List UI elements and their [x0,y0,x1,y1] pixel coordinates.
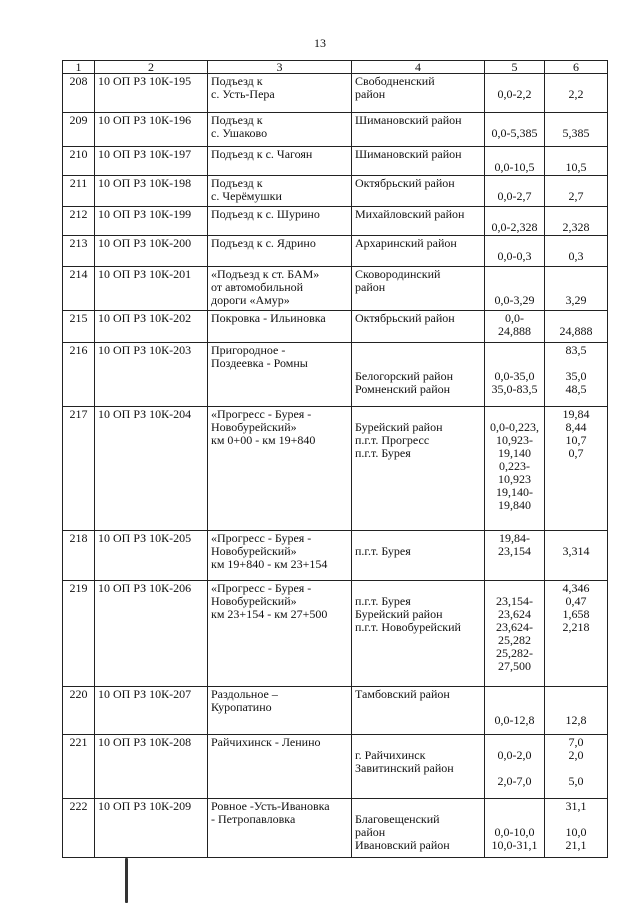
road-name [208,735,352,799]
road-name-line: Покровка - Ильиновка [211,311,326,325]
row-number: 221 [63,735,95,799]
district-line: Ивановский район [355,838,450,852]
col-header: 3 [208,61,352,74]
km-range-line: 19,140- [496,485,533,499]
km-range-line: 2,0-7,0 [497,774,532,788]
km-range [485,147,545,176]
road-name-line: - Петропавловка [211,812,296,826]
district-line: Сковородинский [355,267,441,281]
km-range-line: 0,0-10,0 [494,825,535,839]
table-header-row [63,61,608,74]
km-range-line: 0,0- [505,311,524,325]
length-line: 2,7 [568,189,584,203]
road-name-line: дороги «Амур» [211,293,290,307]
district-line: район [355,87,386,101]
district-line: Бурейский район [355,607,443,621]
length-line: 19,84 [562,407,590,421]
length-km [545,176,608,207]
table-row [63,113,608,147]
table-row [63,343,608,407]
length-line: 24,888 [559,324,593,338]
km-range-line: 23,154- [496,594,533,608]
road-code: 10 ОП РЗ 10К-204 [95,407,208,531]
length-km [545,311,608,343]
road-name-line: Подъезд к с. Ядрино [211,236,316,250]
km-range-line: 25,282- [496,646,533,660]
km-range [485,176,545,207]
length-km [545,735,608,799]
length-line: 10,7 [565,433,587,447]
road-name-line: Пригородное - [211,343,286,357]
row-number: 213 [63,236,95,267]
km-range-line: 0,0-0,223, [490,420,539,434]
length-line: 21,1 [565,838,587,852]
row-number: 222 [63,799,95,858]
row-number: 218 [63,531,95,581]
road-code: 10 ОП РЗ 10К-200 [95,236,208,267]
district [352,407,485,531]
district [352,176,485,207]
km-range-line: 0,0-10,5 [494,160,535,174]
length-km [545,267,608,311]
scan-mark [125,858,128,903]
km-range-line: 0,0-12,8 [494,713,535,727]
length-line: 3,314 [562,544,590,558]
road-name [208,176,352,207]
length-line: 2,0 [568,748,584,762]
length-km [545,147,608,176]
km-range-line: 0,0-2,2 [497,87,532,101]
district-line: Завитинский район [355,761,454,775]
road-name [208,407,352,531]
length-line: 5,0 [568,774,584,788]
length-line: 10,5 [565,160,587,174]
district-line: район [355,825,386,839]
road-name-line: Куропатино [211,700,272,714]
km-range-line: 23,624- [496,620,533,634]
district-line: Шимановский район [355,147,462,161]
km-range-line: 0,0-2,0 [497,748,532,762]
district [352,343,485,407]
table-row [63,531,608,581]
length-km [545,687,608,735]
km-range-line: 0,0-2,328 [491,220,538,234]
road-name [208,74,352,113]
length-km [545,407,608,531]
road-name-line: Подъезд к [211,176,263,190]
table-row [63,799,608,858]
road-name-line: км 19+840 - км 23+154 [211,557,328,571]
road-name-line: с. Черёмушки [211,189,282,203]
km-range [485,799,545,858]
row-number: 217 [63,407,95,531]
km-range [485,735,545,799]
road-name [208,236,352,267]
km-range [485,581,545,687]
table-row [63,176,608,207]
road-name-line: «Прогресс - Бурея - [211,407,312,421]
road-name-line: Новобурейский» [211,594,297,608]
col-header: 4 [352,61,485,74]
km-range-line: 19,84- [499,531,530,545]
district-line: п.г.т. Новобурейский [355,620,461,634]
page-number: 13 [314,36,326,50]
road-name [208,687,352,735]
road-name-line: Подъезд к с. Шурино [211,207,320,221]
district-line: п.г.т. Бурея [355,446,411,460]
row-number: 212 [63,207,95,236]
km-range [485,236,545,267]
district-line: п.г.т. Бурея [355,544,411,558]
district-line: г. Райчихинск [355,748,426,762]
road-code: 10 ОП РЗ 10К-202 [95,311,208,343]
length-line: 10,0 [565,825,587,839]
road-name [208,207,352,236]
table-row [63,407,608,531]
road-name-line: Раздольное – [211,687,278,701]
length-line: 8,44 [565,420,587,434]
table-row [63,311,608,343]
district-line: п.г.т. Бурея [355,594,411,608]
length-km [545,236,608,267]
district-line: Октябрьский район [355,176,455,190]
road-name-line: «Прогресс - Бурея - [211,581,312,595]
col-header: 2 [95,61,208,74]
district-line: Ромненский район [355,382,451,396]
district-line: Свободненский [355,74,435,88]
km-range [485,687,545,735]
district-line: Благовещенский [355,812,440,826]
road-name-line: Подъезд к с. Чагоян [211,147,313,161]
district-line: Бурейский район [355,420,443,434]
row-number: 208 [63,74,95,113]
table-row [63,687,608,735]
length-line: 35,0 [565,369,587,383]
length-line: 2,328 [562,220,590,234]
km-range-line: 0,0-0,3 [497,249,532,263]
km-range-line: 23,624 [498,607,531,621]
col-header: 5 [485,61,545,74]
km-range [485,74,545,113]
road-code: 10 ОП РЗ 10К-205 [95,531,208,581]
km-range-line: 27,500 [498,659,531,673]
road-name-line: км 23+154 - км 27+500 [211,607,328,621]
km-range-line: 35,0-83,5 [491,382,538,396]
length-line: 5,385 [562,126,590,140]
road-code: 10 ОП РЗ 10К-196 [95,113,208,147]
km-range-line: 10,0-31,1 [491,838,538,852]
district-line: п.г.т. Прогресс [355,433,430,447]
district-line: Шимановский район [355,113,462,127]
road-code: 10 ОП РЗ 10К-209 [95,799,208,858]
km-range-line: 0,223- [499,459,530,473]
km-range [485,407,545,531]
district [352,147,485,176]
table-row [63,207,608,236]
road-name-line: Подъезд к [211,74,263,88]
road-name [208,343,352,407]
length-km [545,531,608,581]
km-range-line: 24,888 [498,324,531,338]
table-row [63,74,608,113]
road-name-line: км 0+00 - км 19+840 [211,433,316,447]
road-name [208,799,352,858]
district [352,113,485,147]
length-km [545,207,608,236]
road-name [208,113,352,147]
road-name-line: Новобурейский» [211,544,297,558]
district-line: Михайловский район [355,207,465,221]
road-name-line: Подъезд к [211,113,263,127]
km-range [485,311,545,343]
district [352,74,485,113]
length-line: 1,658 [562,607,590,621]
district [352,236,485,267]
length-line: 4,346 [562,581,590,595]
row-number: 215 [63,311,95,343]
district-line: Архаринский район [355,236,457,250]
length-line: 2,218 [562,620,590,634]
length-line: 48,5 [565,382,587,396]
road-code: 10 ОП РЗ 10К-201 [95,267,208,311]
table-row [63,147,608,176]
road-code: 10 ОП РЗ 10К-207 [95,687,208,735]
km-range-line: 19,140 [498,446,531,460]
length-km [545,581,608,687]
road-name [208,147,352,176]
km-range [485,113,545,147]
road-code: 10 ОП РЗ 10К-206 [95,581,208,687]
road-code: 10 ОП РЗ 10К-208 [95,735,208,799]
km-range-line: 0,0-35,0 [494,369,535,383]
km-range-line: 10,923 [498,472,531,486]
km-range-line: 23,154 [498,544,531,558]
district [352,311,485,343]
road-code: 10 ОП РЗ 10К-198 [95,176,208,207]
length-km [545,113,608,147]
road-name-line: Поздеевка - Ромны [211,356,308,370]
roads-table [62,60,608,858]
district-line [355,344,481,357]
col-header: 1 [63,61,95,74]
row-number: 209 [63,113,95,147]
district [352,735,485,799]
road-name-line: «Прогресс - Бурея - [211,531,312,545]
row-number: 211 [63,176,95,207]
road-code: 10 ОП РЗ 10К-199 [95,207,208,236]
length-km [545,343,608,407]
road-name [208,267,352,311]
km-range [485,343,545,407]
table-row [63,267,608,311]
length-line: 0,7 [568,446,584,460]
row-number: 214 [63,267,95,311]
length-line: 0,47 [565,594,587,608]
km-range-line: 19,840 [498,498,531,512]
table-row [63,236,608,267]
road-name-line: Ровное -Усть-Ивановка [211,799,330,813]
row-number: 220 [63,687,95,735]
row-number: 210 [63,147,95,176]
km-range [485,267,545,311]
road-name-line: с. Усть-Пера [211,87,275,101]
district-line: Тамбовский район [355,687,450,701]
road-name-line: «Подъезд к ст. БАМ» [211,267,320,281]
district-line: Октябрьский район [355,311,455,325]
table-row [63,581,608,687]
road-code: 10 ОП РЗ 10К-195 [95,74,208,113]
road-name-line: от автомобильной [211,280,304,294]
table-row [63,735,608,799]
district [352,799,485,858]
km-range [485,531,545,581]
road-code: 10 ОП РЗ 10К-197 [95,147,208,176]
district [352,531,485,581]
length-line: 31,1 [565,799,587,813]
length-line: 83,5 [565,343,587,357]
district [352,207,485,236]
road-code: 10 ОП РЗ 10К-203 [95,343,208,407]
district [352,687,485,735]
km-range-line: 0,0-3,29 [494,293,535,307]
km-range-line: 10,923- [496,433,533,447]
km-range-line: 25,282 [498,633,531,647]
road-name [208,531,352,581]
length-line: 3,29 [565,293,587,307]
km-range [485,207,545,236]
row-number: 216 [63,343,95,407]
col-header: 6 [545,61,608,74]
district [352,581,485,687]
district [352,267,485,311]
length-line: 7,0 [568,735,584,749]
district-line: Белогорский район [355,369,453,383]
table-body [63,74,608,858]
road-name [208,581,352,687]
km-range-line: 0,0-5,385 [491,126,538,140]
road-name-line: Новобурейский» [211,420,297,434]
length-km [545,799,608,858]
district-line: район [355,280,386,294]
row-number: 219 [63,581,95,687]
road-name [208,311,352,343]
road-name-line: с. Ушаково [211,126,268,140]
length-line: 12,8 [565,713,587,727]
road-name-line: Райчихинск - Ленино [211,735,321,749]
length-line: 2,2 [568,87,584,101]
length-line: 0,3 [568,249,584,263]
length-km [545,74,608,113]
km-range-line: 0,0-2,7 [497,189,532,203]
